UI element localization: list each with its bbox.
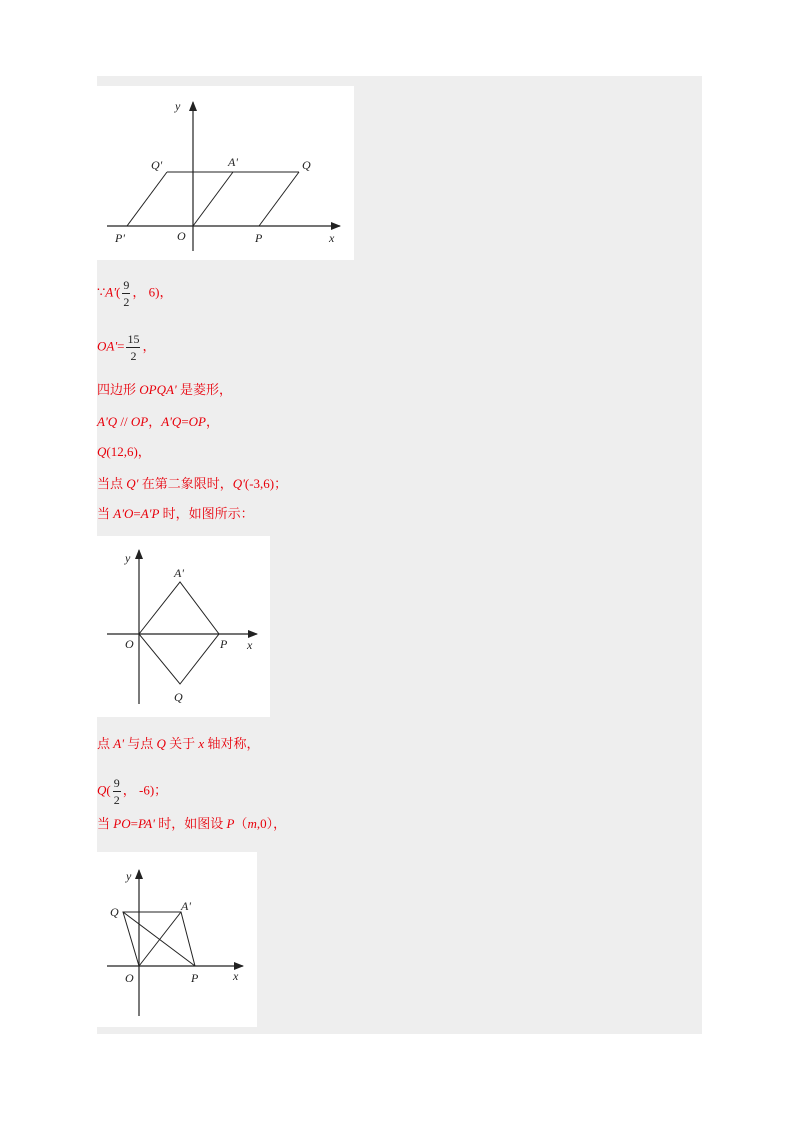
text-line-5: Q(12,6)， (97, 444, 151, 459)
label-p: P (191, 971, 199, 985)
text-line-10: 当 PO=PA' 时，如图设 P（m,0）， (97, 816, 287, 831)
text-line-3: 四边形 OPQA' 是菱形， (97, 382, 232, 397)
label-x: x (329, 231, 335, 245)
diagonal-o-ap (139, 912, 181, 966)
label-p: P (255, 231, 263, 245)
label-x: x (247, 638, 253, 652)
fraction-nine-halves: $\frac{9}{2}$ (123, 278, 130, 309)
segment-pp-qp (127, 172, 167, 226)
label-ap: A' (174, 566, 184, 580)
label-q: Q (110, 905, 119, 919)
text-line-9: Q( $\frac{9}{2}$ ， -6)； (97, 776, 168, 807)
label-q: Q (302, 158, 311, 172)
label-p: P (220, 637, 228, 651)
text-line-7: 当 A'O=A'P 时，如图所示： (97, 506, 254, 521)
label-ap: A' (181, 899, 191, 913)
fraction-nine-halves-2: $\frac{9}{2}$ (113, 776, 120, 807)
rhombus-o-ap-p-q (139, 582, 219, 684)
label-qp: Q' (151, 158, 163, 172)
text-line-1: ∵A'( $\frac{9}{2}$ ， 6)， (97, 278, 173, 309)
text-line-2: OA'= $\frac{15}{2}$ ， (97, 332, 156, 363)
label-x: x (233, 969, 239, 983)
diagonal-q-p (123, 912, 195, 966)
figure-parallelogram (97, 86, 354, 260)
label-o: O (177, 229, 186, 243)
label-pp: P' (115, 231, 125, 245)
figure-1-svg (97, 86, 354, 260)
fraction-fifteen-halves: $\frac{15}{2}$ (127, 332, 140, 363)
text-line-4: A'Q // OP，A'Q=OP， (97, 414, 220, 429)
text-line-6: 当点 Q' 在第二象限时，Q'(-3,6)； (97, 476, 288, 491)
label-o: O (125, 971, 134, 985)
figure-3-svg (97, 852, 257, 1027)
label-y: y (125, 551, 131, 565)
segment-o-ap (193, 172, 233, 226)
label-y: y (126, 869, 132, 883)
label-q: Q (174, 690, 183, 704)
label-o: O (125, 637, 134, 651)
figure-rhombus (97, 536, 270, 717)
label-ap: A' (228, 155, 238, 169)
figure-2-svg (97, 536, 270, 717)
solution-panel (97, 76, 702, 1034)
text-line-8: 点 A' 与点 Q 关于 x 轴对称， (97, 736, 260, 751)
segment-p-q (259, 172, 299, 226)
figure-rhombus-with-diagonals (97, 852, 257, 1027)
label-y: y (175, 99, 181, 113)
